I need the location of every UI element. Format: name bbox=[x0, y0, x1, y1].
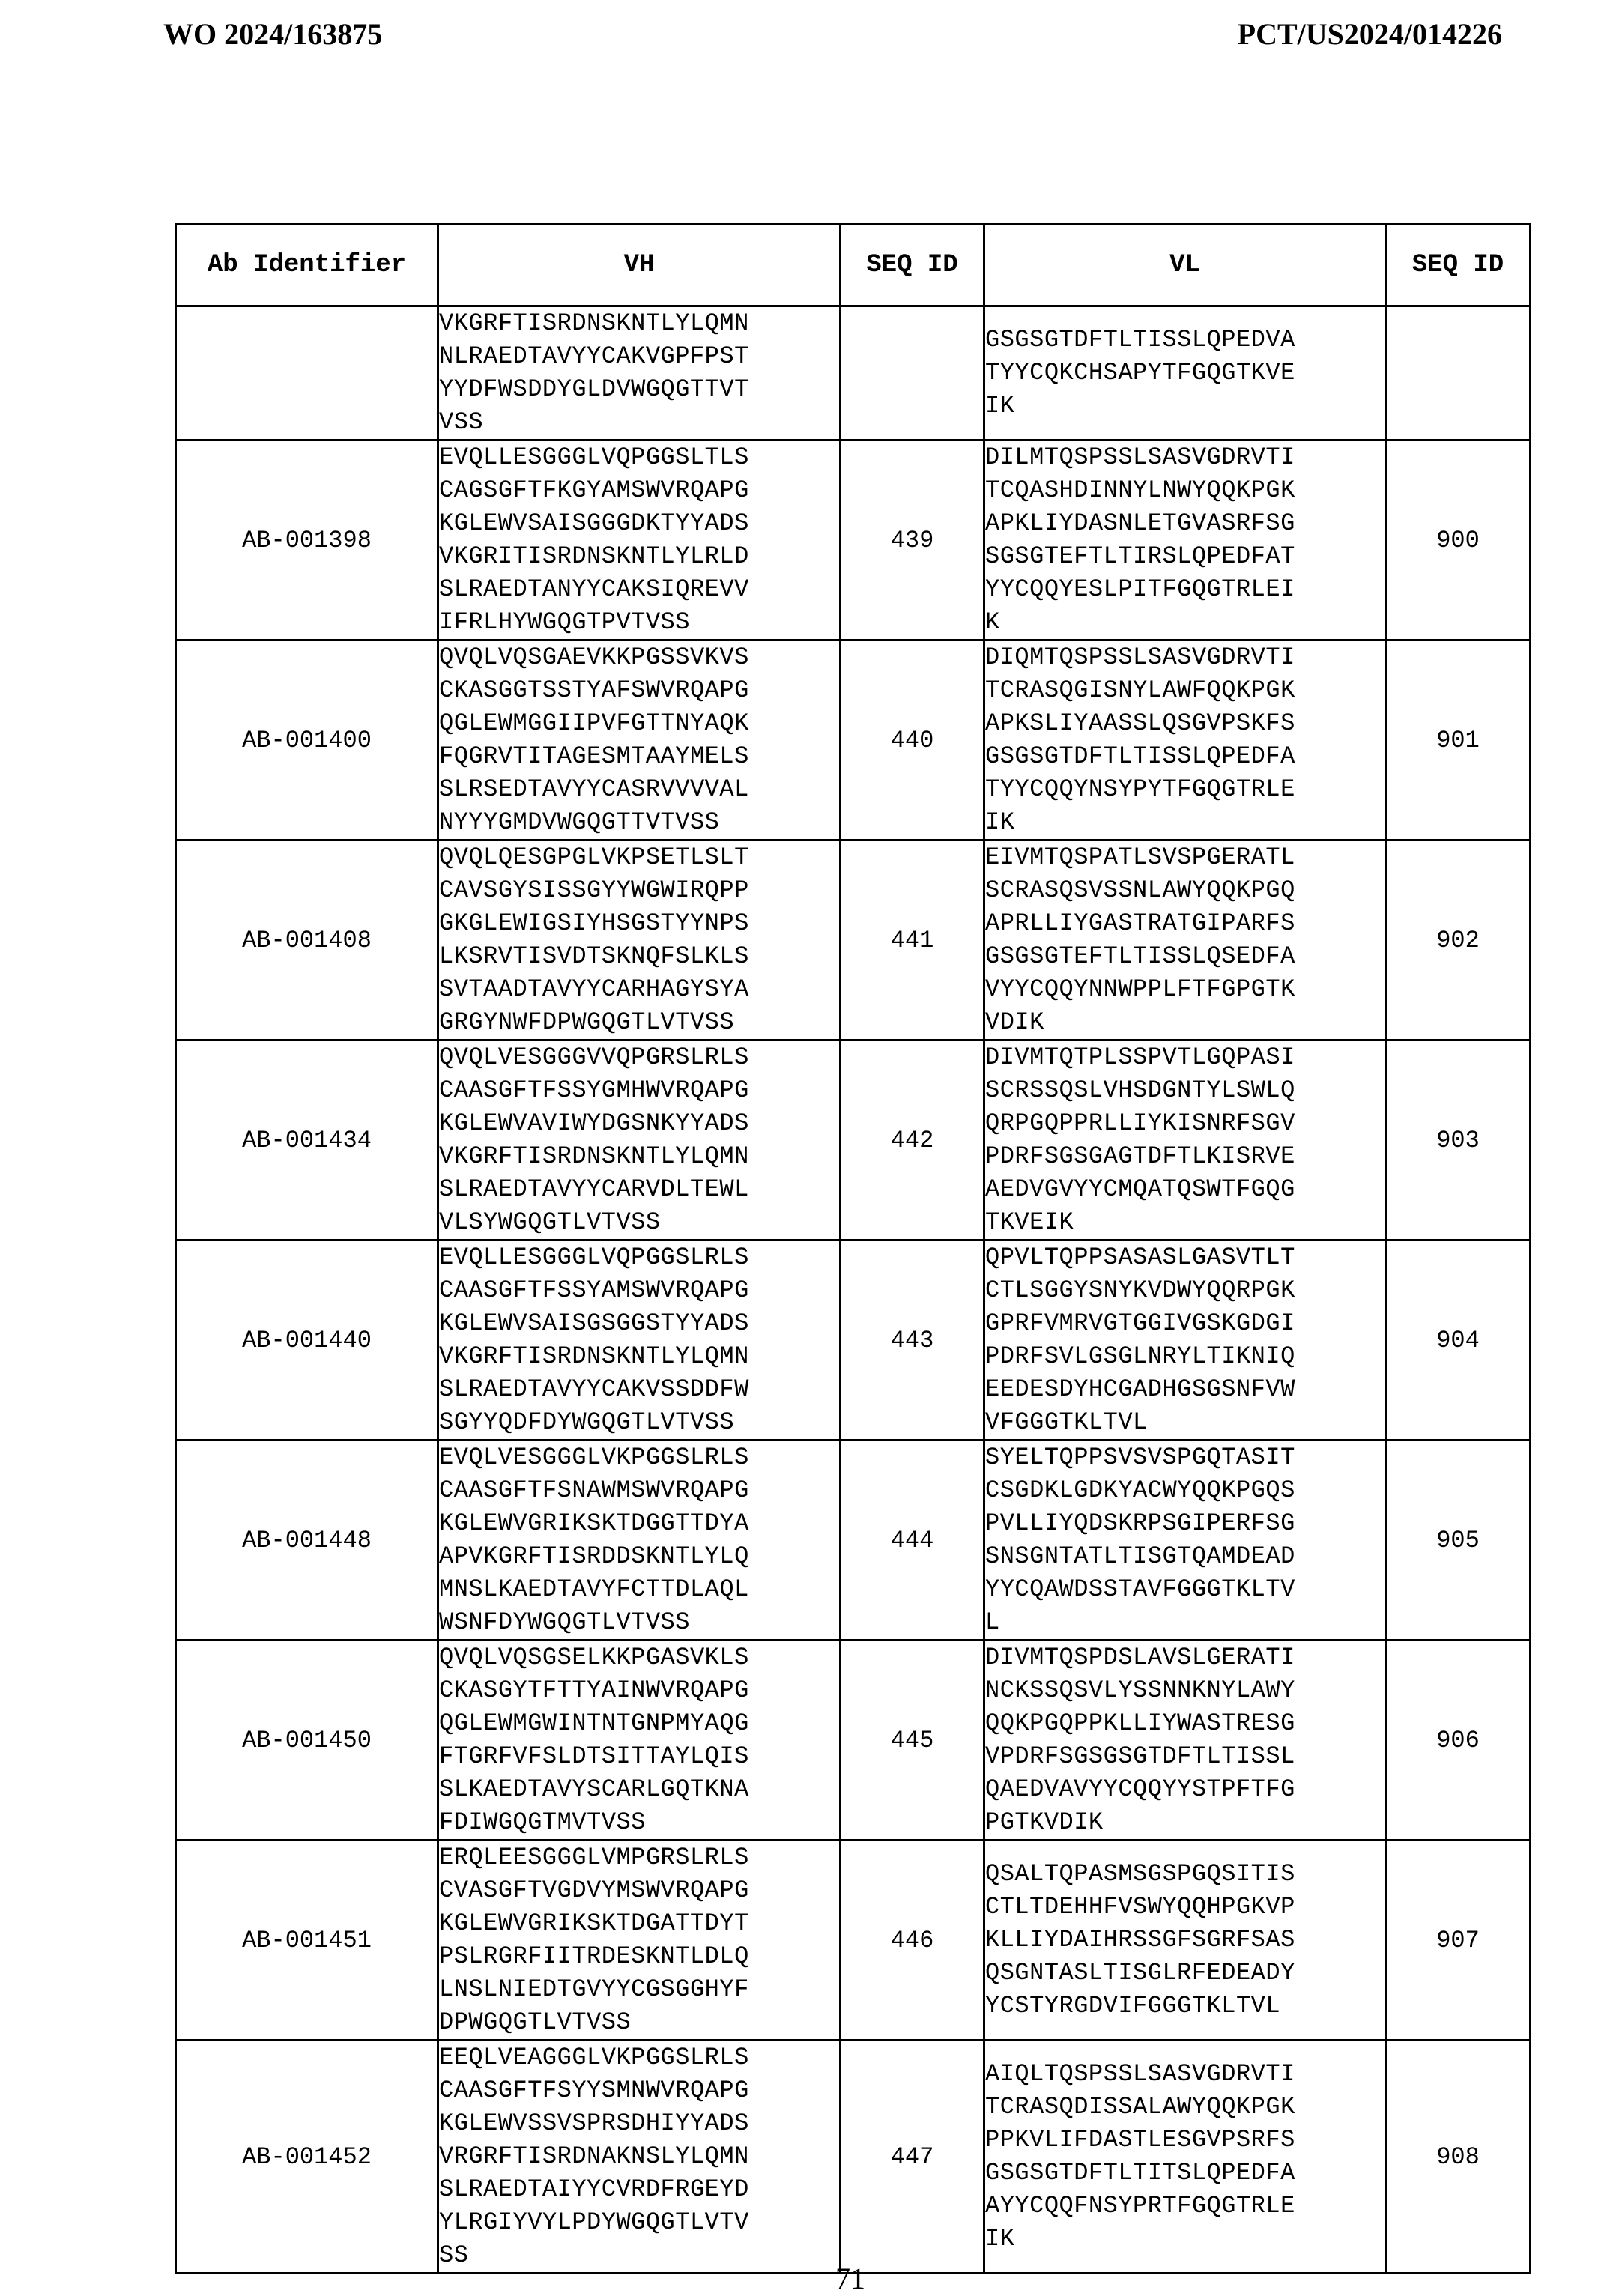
sequence-line: QQKPGQPPKLLIYWASTRESG bbox=[985, 1709, 1295, 1737]
sequence-line: YYCQQYESLPITFGQGTRLEI bbox=[985, 575, 1295, 603]
vh-sequence-cell bbox=[438, 1041, 841, 1241]
sequence-line: SCRSSQSLVHSDGNTYLSWLQ bbox=[985, 1076, 1295, 1104]
sequence-line: KGLEWVGRIKSKTDGATTDYT bbox=[439, 1909, 749, 1937]
sequence-line: PVLLIYQDSKRPSGIPERFSG bbox=[985, 1509, 1295, 1537]
sequence-line: EEQLVEAGGGLVKPGGSLRLS bbox=[439, 2044, 749, 2071]
vl-sequence-cell bbox=[984, 440, 1386, 640]
vh-seq-id-cell: 445 bbox=[841, 1641, 984, 1841]
sequence-line: SLKAEDTAVYSCARLGQTKNA bbox=[439, 1775, 749, 1803]
sequence-line: QGLEWMGGIIPVFGTTNYAQK bbox=[439, 709, 749, 737]
sequence-line: CVASGFTVGDVYMSWVRQAPG bbox=[439, 1877, 749, 1904]
sequence-line: PPKVLIFDASTLESGVPSRFS bbox=[985, 2126, 1295, 2154]
vh-seq-id-cell: 446 bbox=[841, 1841, 984, 2041]
sequence-line: SLRAEDTANYYCAKSIQREVV bbox=[439, 575, 749, 603]
publication-number: WO 2024/163875 bbox=[163, 17, 383, 51]
vh-seq-id-cell: 440 bbox=[841, 640, 984, 840]
sequence-line: GSGSGTDFTLTISSLQPEDVA bbox=[985, 326, 1295, 354]
vl-seq-id-cell: 905 bbox=[1386, 1441, 1531, 1641]
vh-seq-id-cell: 442 bbox=[841, 1041, 984, 1241]
sequence-line: SYELTQPPSVSVSPGQTASIT bbox=[985, 1444, 1295, 1471]
sequence-line: SLRAEDTAIYYCVRDFRGEYD bbox=[439, 2175, 749, 2203]
vl-sequence-cell bbox=[984, 306, 1386, 440]
sequence-line: CAASGFTFSNAWMSWVRQAPG bbox=[439, 1476, 749, 1504]
sequence-line: FDIWGQGTMVTVSS bbox=[439, 1808, 646, 1836]
sequence-line: YYCQAWDSSTAVFGGGTKLTV bbox=[985, 1575, 1295, 1603]
sequence-line: DPWGQGTLVTVSS bbox=[439, 2008, 632, 2036]
sequence-line: VPDRFSGSGSGTDFTLTISSL bbox=[985, 1742, 1295, 1770]
sequence-line: IK bbox=[985, 808, 1015, 836]
sequence-line: QRPGQPPRLLIYKISNRFSGV bbox=[985, 1109, 1295, 1137]
sequence-line: MNSLKAEDTAVYFCTTDLAQL bbox=[439, 1575, 749, 1603]
sequence-line: QGLEWMGWINTNTGNPMYAQG bbox=[439, 1709, 749, 1737]
sequence-line: VRGRFTISRDNAKNSLYLQMN bbox=[439, 2142, 749, 2170]
table-row bbox=[176, 840, 1531, 1041]
sequence-line: SGSGTEFTLTIRSLQPEDFAT bbox=[985, 542, 1295, 570]
antibody-sequence-table bbox=[175, 223, 1531, 2274]
sequence-line: EIVMTQSPATLSVSPGERATL bbox=[985, 843, 1295, 871]
sequence-line: VKGRITISRDNSKNTLYLRLD bbox=[439, 542, 749, 570]
vl-seq-id-cell: 906 bbox=[1386, 1641, 1531, 1841]
sequence-line: AEDVGVYYCMQATQSWTFGQG bbox=[985, 1175, 1295, 1203]
sequence-line: LNSLNIEDTGVYYCGSGGHYF bbox=[439, 1975, 749, 2003]
sequence-line: GRGYNWFDPWGQGTLVTVSS bbox=[439, 1008, 735, 1036]
sequence-line: GKGLEWIGSIYHSGSTYYNPS bbox=[439, 909, 749, 937]
sequence-line: GPRFVMRVGTGGIVGSKGDGI bbox=[985, 1309, 1295, 1337]
sequence-line: CAGSGFTFKGYAMSWVRQAPG bbox=[439, 476, 749, 504]
sequence-line: VSS bbox=[439, 408, 484, 436]
ab-identifier-cell bbox=[176, 306, 438, 440]
table-header-row bbox=[176, 225, 1531, 306]
ab-identifier-cell: AB-001450 bbox=[176, 1641, 438, 1841]
vl-sequence-cell bbox=[984, 1041, 1386, 1241]
sequence-line: APRLLIYGASTRATGIPARFS bbox=[985, 909, 1295, 937]
page-number: 71 bbox=[835, 2262, 865, 2295]
column-header-vh-seq-id: SEQ ID bbox=[841, 225, 984, 306]
vl-seq-id-cell: 904 bbox=[1386, 1241, 1531, 1441]
sequence-line: FQGRVTITAGESMTAAYMELS bbox=[439, 742, 749, 770]
sequence-line: KGLEWVGRIKSKTDGGTTDYA bbox=[439, 1509, 749, 1537]
sequence-line: AYYCQQFNSYPRTFGQGTRLE bbox=[985, 2192, 1295, 2220]
ab-identifier-cell: AB-001434 bbox=[176, 1041, 438, 1241]
sequence-line: LKSRVTISVDTSKNQFSLKLS bbox=[439, 942, 749, 970]
vh-seq-id-cell bbox=[841, 306, 984, 440]
sequence-line: GSGSGTEFTLTISSLQSEDFA bbox=[985, 942, 1295, 970]
sequence-line: CAASGFTFSYYSMNWVRQAPG bbox=[439, 2077, 749, 2104]
vl-sequence-cell bbox=[984, 1441, 1386, 1641]
table-row bbox=[176, 1841, 1531, 2041]
column-header-vl: VL bbox=[984, 225, 1386, 306]
sequence-line: NYYYGMDVWGQGTTVTVSS bbox=[439, 808, 720, 836]
table-row bbox=[176, 640, 1531, 840]
sequence-line: KGLEWVSAISGSGGSTYYADS bbox=[439, 1309, 749, 1337]
sequence-line: QVQLVQSGSELKKPGASVKLS bbox=[439, 1644, 749, 1671]
sequence-line: IK bbox=[985, 2225, 1015, 2253]
ab-identifier-cell: AB-001400 bbox=[176, 640, 438, 840]
sequence-line: SNSGNTATLTISGTQAMDEAD bbox=[985, 1542, 1295, 1570]
sequence-line: APKSLIYAASSLQSGVPSKFS bbox=[985, 709, 1295, 737]
sequence-line: CTLTDEHHFVSWYQQHPGKVP bbox=[985, 1893, 1295, 1921]
sequence-line: VKGRFTISRDNSKNTLYLQMN bbox=[439, 1342, 749, 1370]
vh-sequence-cell bbox=[438, 640, 841, 840]
sequence-line: TCRASQDISSALAWYQQKPGK bbox=[985, 2093, 1295, 2121]
sequence-line: EVQLVESGGGLVKPGGSLRLS bbox=[439, 1444, 749, 1471]
table-row bbox=[176, 1441, 1531, 1641]
sequence-line: L bbox=[985, 1608, 1000, 1636]
sequence-line: YLRGIYVYLPDYWGQGTLVTV bbox=[439, 2208, 749, 2236]
sequence-line: FTGRFVFSLDTSITTAYLQIS bbox=[439, 1742, 749, 1770]
sequence-line: CKASGYTFTTYAINWVRQAPG bbox=[439, 1676, 749, 1704]
sequence-line: EEDESDYHCGADHGSGSNFVW bbox=[985, 1375, 1295, 1403]
vl-seq-id-cell: 900 bbox=[1386, 440, 1531, 640]
ab-identifier-cell: AB-001398 bbox=[176, 440, 438, 640]
sequence-line: CSGDKLGDKYACWYQQKPGQS bbox=[985, 1476, 1295, 1504]
application-number: PCT/US2024/014226 bbox=[1237, 17, 1502, 51]
vh-sequence-cell bbox=[438, 840, 841, 1041]
sequence-line: SGYYQDFDYWGQGTLVTVSS bbox=[439, 1408, 735, 1436]
vl-seq-id-cell bbox=[1386, 306, 1531, 440]
vl-seq-id-cell: 901 bbox=[1386, 640, 1531, 840]
vh-seq-id-cell: 443 bbox=[841, 1241, 984, 1441]
table-row bbox=[176, 1041, 1531, 1241]
vh-sequence-cell bbox=[438, 1841, 841, 2041]
sequence-line: GSGSGTDFTLTITSLQPEDFA bbox=[985, 2159, 1295, 2187]
sequence-line: IFRLHYWGQGTPVTVSS bbox=[439, 608, 690, 636]
sequence-line: SVTAADTAVYYCARHAGYSYA bbox=[439, 975, 749, 1003]
sequence-line: SLRSEDTAVYYCASRVVVVAL bbox=[439, 775, 749, 803]
sequence-line: KGLEWVSSVSPRSDHIYYADS bbox=[439, 2109, 749, 2137]
column-header-vh: VH bbox=[438, 225, 841, 306]
sequence-line: SLRAEDTAVYYCARVDLTEWL bbox=[439, 1175, 749, 1203]
sequence-line: VDIK bbox=[985, 1008, 1044, 1036]
vl-seq-id-cell: 907 bbox=[1386, 1841, 1531, 2041]
sequence-line: SCRASQSVSSNLAWYQQKPGQ bbox=[985, 876, 1295, 904]
sequence-line: VYYCQQYNNWPPLFTFGPGTK bbox=[985, 975, 1295, 1003]
sequence-line: QSGNTASLTISGLRFEDEADY bbox=[985, 1959, 1295, 1987]
vh-sequence-cell bbox=[438, 2041, 841, 2274]
sequence-line: APKLIYDASNLETGVASRFSG bbox=[985, 509, 1295, 537]
sequence-line: DIVMTQTPLSSPVTLGQPASI bbox=[985, 1044, 1295, 1071]
sequence-line: KGLEWVSAISGGGDKTYYADS bbox=[439, 509, 749, 537]
sequence-line: ERQLEESGGGLVMPGRSLRLS bbox=[439, 1844, 749, 1871]
vl-sequence-cell bbox=[984, 1241, 1386, 1441]
sequence-line: YCSTYRGDVIFGGGTKLTVL bbox=[985, 1992, 1281, 2020]
sequence-line: CAASGFTFSSYAMSWVRQAPG bbox=[439, 1276, 749, 1304]
vl-sequence-cell bbox=[984, 1641, 1386, 1841]
vh-seq-id-cell: 439 bbox=[841, 440, 984, 640]
table-row bbox=[176, 306, 1531, 440]
sequence-line: NCKSSQSVLYSSNNKNYLAWY bbox=[985, 1676, 1295, 1704]
vl-seq-id-cell: 908 bbox=[1386, 2041, 1531, 2274]
vh-sequence-cell bbox=[438, 440, 841, 640]
sequence-line: GSGSGTDFTLTISSLQPEDFA bbox=[985, 742, 1295, 770]
vl-sequence-cell bbox=[984, 640, 1386, 840]
sequence-line: VKGRFTISRDNSKNTLYLQMN bbox=[439, 1142, 749, 1170]
ab-identifier-cell: AB-001440 bbox=[176, 1241, 438, 1441]
sequence-line: VLSYWGQGTLVTVSS bbox=[439, 1208, 661, 1236]
sequence-line: WSNFDYWGQGTLVTVSS bbox=[439, 1608, 690, 1636]
vh-sequence-cell bbox=[438, 1241, 841, 1441]
ab-identifier-cell: AB-001408 bbox=[176, 840, 438, 1041]
sequence-line: KLLIYDAIHRSSGFSGRFSAS bbox=[985, 1926, 1295, 1954]
table-body bbox=[176, 306, 1531, 2274]
sequence-line: QVQLVESGGGVVQPGRSLRLS bbox=[439, 1044, 749, 1071]
vl-seq-id-cell: 903 bbox=[1386, 1041, 1531, 1241]
vl-seq-id-cell: 902 bbox=[1386, 840, 1531, 1041]
sequence-line: QPVLTQPPSASASLGASVTLT bbox=[985, 1244, 1295, 1271]
vh-sequence-cell bbox=[438, 1441, 841, 1641]
column-header-ab-identifier: Ab Identifier bbox=[176, 225, 438, 306]
vh-seq-id-cell: 444 bbox=[841, 1441, 984, 1641]
sequence-line: CAASGFTFSSYGMHWVRQAPG bbox=[439, 1076, 749, 1104]
sequence-line: EVQLLESGGGLVQPGGSLTLS bbox=[439, 443, 749, 471]
sequence-line: TYYCQQYNSYPYTFGQGTRLE bbox=[985, 775, 1295, 803]
sequence-line: SLRAEDTAVYYCAKVSSDDFW bbox=[439, 1375, 749, 1403]
sequence-line: PDRFSVLGSGLNRYLTIKNIQ bbox=[985, 1342, 1295, 1370]
sequence-line: TKVEIK bbox=[985, 1208, 1074, 1236]
vh-sequence-cell bbox=[438, 306, 841, 440]
sequence-line: QAEDVAVYYCQQYYSTPFTFG bbox=[985, 1775, 1295, 1803]
vl-sequence-cell bbox=[984, 840, 1386, 1041]
sequence-line: PGTKVDIK bbox=[985, 1808, 1104, 1836]
ab-identifier-cell: AB-001451 bbox=[176, 1841, 438, 2041]
sequence-line: PSLRGRFIITRDESKNTLDLQ bbox=[439, 1942, 749, 1970]
table-row bbox=[176, 2041, 1531, 2274]
ab-identifier-cell: AB-001452 bbox=[176, 2041, 438, 2274]
sequence-line: CKASGGTSSTYAFSWVRQAPG bbox=[439, 676, 749, 704]
sequence-line: QSALTQPASMSGSPGQSITIS bbox=[985, 1860, 1295, 1888]
column-header-vl-seq-id: SEQ ID bbox=[1386, 225, 1531, 306]
vl-sequence-cell bbox=[984, 1841, 1386, 2041]
sequence-line: YYDFWSDDYGLDVWGQGTTVT bbox=[439, 375, 749, 403]
table-row bbox=[176, 440, 1531, 640]
vh-seq-id-cell: 441 bbox=[841, 840, 984, 1041]
sequence-line: IK bbox=[985, 392, 1015, 419]
sequence-line: AIQLTQSPSSLSASVGDRVTI bbox=[985, 2060, 1295, 2088]
vh-sequence-cell bbox=[438, 1641, 841, 1841]
sequence-line: DIVMTQSPDSLAVSLGERATI bbox=[985, 1644, 1295, 1671]
sequence-line: DIQMTQSPSSLSASVGDRVTI bbox=[985, 643, 1295, 671]
ab-identifier-cell: AB-001448 bbox=[176, 1441, 438, 1641]
sequence-line: TYYCQKCHSAPYTFGQGTKVE bbox=[985, 359, 1295, 387]
sequence-line: EVQLLESGGGLVQPGGSLRLS bbox=[439, 1244, 749, 1271]
sequence-line: VKGRFTISRDNSKNTLYLQMN bbox=[439, 309, 749, 337]
sequence-line: SS bbox=[439, 2241, 469, 2269]
sequence-line: K bbox=[985, 608, 1000, 636]
sequence-line: QVQLVQSGAEVKKPGSSVKVS bbox=[439, 643, 749, 671]
sequence-line: QVQLQESGPGLVKPSETLSLT bbox=[439, 843, 749, 871]
sequence-line: TCRASQGISNYLAWFQQKPGK bbox=[985, 676, 1295, 704]
sequence-line: APVKGRFTISRDDSKNTLYLQ bbox=[439, 1542, 749, 1570]
vl-sequence-cell bbox=[984, 2041, 1386, 2274]
table-row bbox=[176, 1241, 1531, 1441]
sequence-line: VFGGGTKLTVL bbox=[985, 1408, 1148, 1436]
sequence-line: NLRAEDTAVYYCAKVGPFPST bbox=[439, 342, 749, 370]
sequence-line: CTLSGGYSNYKVDWYQQRPGK bbox=[985, 1276, 1295, 1304]
sequence-line: DILMTQSPSSLSASVGDRVTI bbox=[985, 443, 1295, 471]
table-row bbox=[176, 1641, 1531, 1841]
sequence-line: CAVSGYSISSGYYWGWIRQPP bbox=[439, 876, 749, 904]
sequence-line: TCQASHDINNYLNWYQQKPGK bbox=[985, 476, 1295, 504]
sequence-line: PDRFSGSGAGTDFTLKISRVE bbox=[985, 1142, 1295, 1170]
vh-seq-id-cell: 447 bbox=[841, 2041, 984, 2274]
sequence-line: KGLEWVAVIWYDGSNKYYADS bbox=[439, 1109, 749, 1137]
